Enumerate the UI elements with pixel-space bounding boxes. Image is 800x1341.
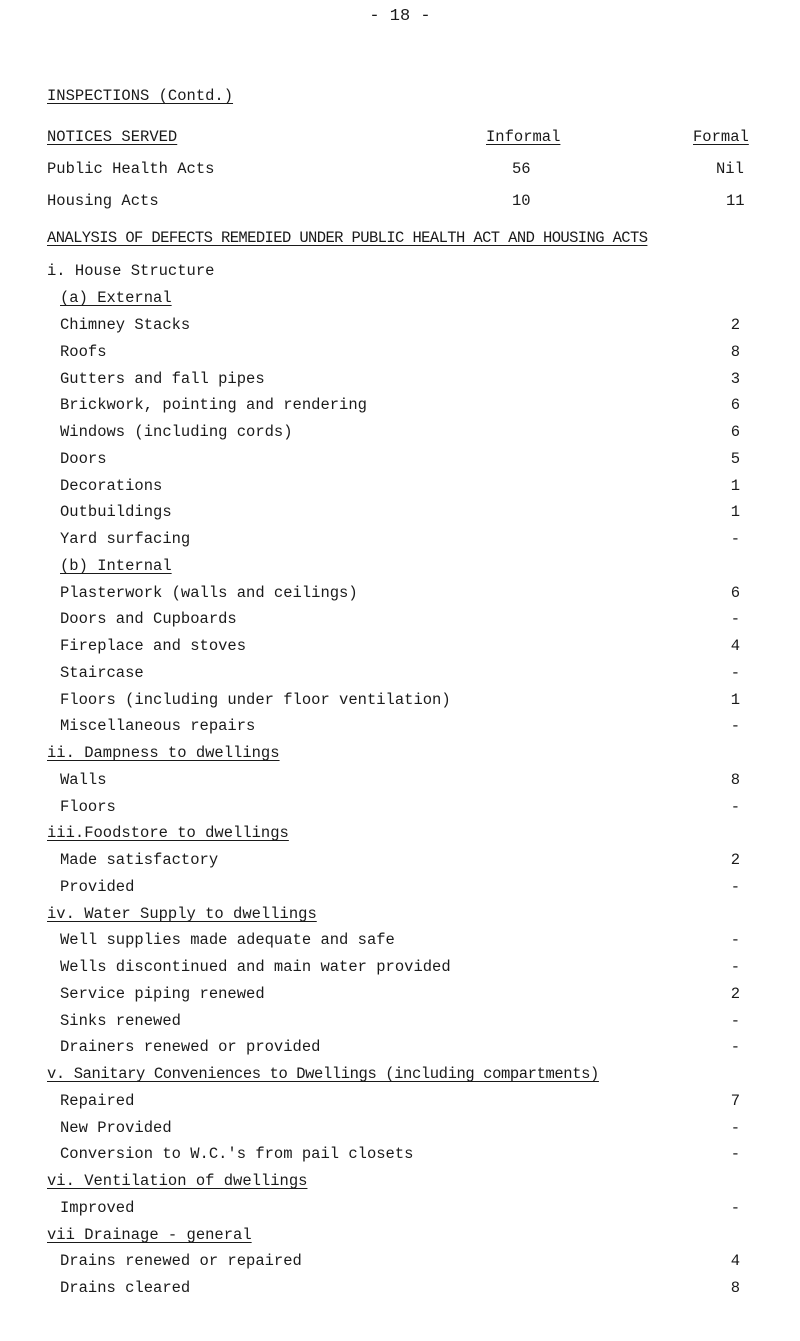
item-label: Repaired (60, 1092, 135, 1110)
item-label: Drains renewed or repaired (60, 1252, 302, 1270)
notices-col-formal: Formal (693, 128, 749, 146)
item-label: Staircase (60, 664, 144, 682)
item-count: 2 (730, 316, 740, 334)
section-label: ii. Dampness to dwellings (47, 744, 280, 762)
section-label: iii.Foodstore to dwellings (47, 824, 289, 842)
notices-row-formal: 11 (726, 192, 745, 210)
notices-heading: NOTICES SERVED (47, 128, 178, 146)
subsection-label: (b) Internal (60, 557, 172, 575)
item-count: 2 (730, 851, 740, 869)
item-count: - (730, 1012, 740, 1030)
item-label: Floors (including under floor ventilation) (60, 691, 451, 709)
item-count: 6 (730, 396, 740, 414)
notices-col-informal: Informal (486, 128, 561, 146)
notices-row-label: Public Health Acts (47, 160, 215, 178)
item-count: - (730, 1119, 740, 1137)
item-count: 6 (730, 423, 740, 441)
item-label: Windows (including cords) (60, 423, 293, 441)
item-label: Roofs (60, 343, 107, 361)
item-count: 1 (730, 691, 740, 709)
item-label: Service piping renewed (60, 985, 265, 1003)
item-count: 1 (730, 503, 740, 521)
item-count: - (730, 664, 740, 682)
item-label: Doors and Cupboards (60, 610, 237, 628)
item-label: Wells discontinued and main water provided (60, 958, 451, 976)
item-label: Provided (60, 878, 135, 896)
item-label: New Provided (60, 1119, 172, 1137)
item-label: Chimney Stacks (60, 316, 191, 334)
item-label: Drainers renewed or provided (60, 1038, 321, 1056)
item-count: - (730, 878, 740, 896)
item-label: Fireplace and stoves (60, 637, 247, 655)
item-label: Walls (60, 771, 107, 789)
section-label: vii Drainage - general (47, 1226, 252, 1244)
item-count: 1 (730, 477, 740, 495)
item-count: 4 (730, 1252, 740, 1270)
section-title: INSPECTIONS (Contd.) (47, 87, 234, 105)
item-label: Conversion to W.C.'s from pail closets (60, 1145, 414, 1163)
analysis-heading: ANALYSIS OF DEFECTS REMEDIED UNDER PUBLIC HEALTH ACT AND HOUSING ACTS (47, 229, 648, 247)
item-count: 8 (730, 1279, 740, 1297)
notices-row-label: Housing Acts (47, 192, 159, 210)
section-label: vi. Ventilation of dwellings (47, 1172, 308, 1190)
item-label: Brickwork, pointing and rendering (60, 396, 367, 414)
item-count: 3 (730, 370, 740, 388)
item-count: - (730, 717, 740, 735)
item-count: 8 (730, 343, 740, 361)
page-number: - 18 - (369, 7, 431, 26)
item-count: - (730, 798, 740, 816)
subsection-label: (a) External (60, 289, 172, 307)
item-label: Floors (60, 798, 116, 816)
section-label: v. Sanitary Conveniences to Dwellings (including compartments) (47, 1065, 599, 1083)
item-count: 7 (730, 1092, 740, 1110)
notices-row-formal: Nil (716, 160, 744, 178)
item-count: 5 (730, 450, 740, 468)
item-label: Plasterwork (walls and ceilings) (60, 584, 358, 602)
item-count: - (730, 1038, 740, 1056)
item-count: - (730, 530, 740, 548)
item-label: Well supplies made adequate and safe (60, 931, 395, 949)
notices-row-informal: 10 (512, 192, 531, 210)
item-label: Decorations (60, 477, 163, 495)
item-label: Outbuildings (60, 503, 172, 521)
item-label: Improved (60, 1199, 135, 1217)
item-label: Sinks renewed (60, 1012, 181, 1030)
item-label: Doors (60, 450, 107, 468)
item-count: - (730, 610, 740, 628)
notices-row-informal: 56 (512, 160, 531, 178)
item-count: 6 (730, 584, 740, 602)
item-label: Miscellaneous repairs (60, 717, 256, 735)
item-label: Yard surfacing (60, 530, 191, 548)
section-label: iv. Water Supply to dwellings (47, 905, 317, 923)
item-label: Gutters and fall pipes (60, 370, 265, 388)
item-label: Drains cleared (60, 1279, 191, 1297)
section-label: i. House Structure (47, 262, 215, 280)
item-count: - (730, 1145, 740, 1163)
item-label: Made satisfactory (60, 851, 219, 869)
item-count: - (730, 958, 740, 976)
item-count: - (730, 931, 740, 949)
item-count: - (730, 1199, 740, 1217)
item-count: 8 (730, 771, 740, 789)
item-count: 2 (730, 985, 740, 1003)
item-count: 4 (730, 637, 740, 655)
